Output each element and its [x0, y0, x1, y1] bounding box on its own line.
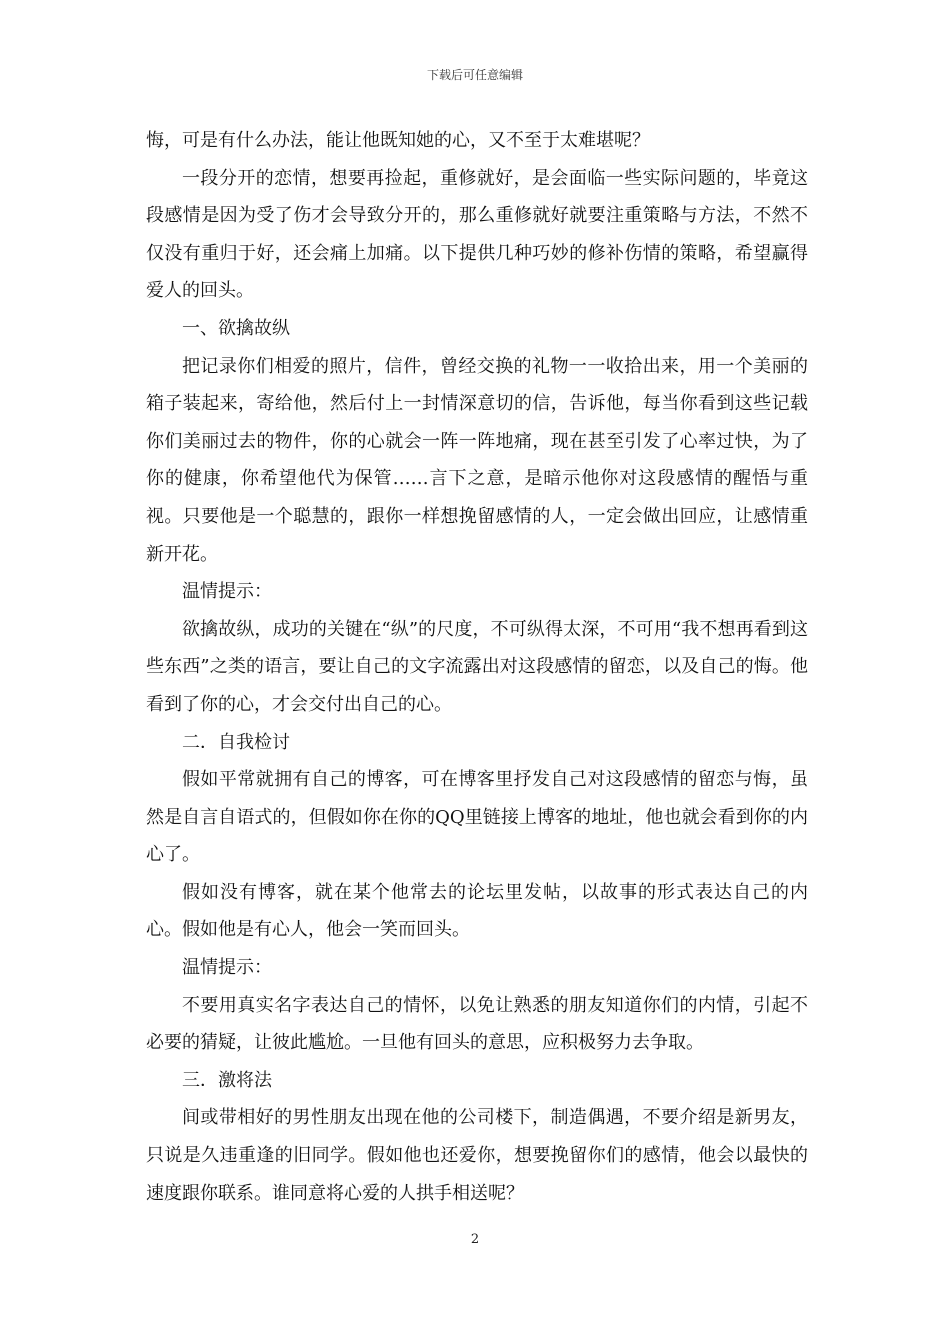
paragraph: 不要用真实名字表达自己的情怀，以免让熟悉的朋友知道你们的内情，引起不必要的猜疑，让彼此尴尬。一旦他有回头的意思，应积极努力去争取。	[146, 994, 808, 1054]
section-heading: 三．激将法	[182, 1069, 272, 1091]
paragraph: 假如没有博客，就在某个他常去的论坛里发帖，以故事的形式表达自己的内心。假如他是有心人，他会一笑而回头。	[146, 881, 808, 941]
paragraph: 把记录你们相爱的照片，信件，曾经交换的礼物一一收拾出来，用一个美丽的箱子装起来，寄给他，然后付上一封情深意切的信，告诉他，每当你看到这些记载你们美丽过去的物件，你的心就会一阵一阵地痛，现在甚至引发了心率过快，为了你的健康，你希望他代为保管……言下之意，是暗示他你对这段感情的醒悟与重视。只要他是一个聪慧的，跟你一样想挽留感情的人，一定会做出回应，让感情重新开花。	[146, 355, 808, 565]
paragraph: 间或带相好的男性朋友出现在他的公司楼下，制造偶遇，不要介绍是新男友，只说是久违重逢的旧同学。假如他也还爱你，想要挽留你们的感情，他会以最快的速度跟你联系。谁同意将心爱的人拱手相送呢？	[146, 1107, 808, 1204]
paragraph: 悔，可是有什么办法，能让他既知她的心，又不至于太难堪呢？	[146, 130, 650, 151]
paragraph: 欲擒故纵，成功的关键在“纵”的尺度，不可纵得太深，不可用“我不想再看到这些东西”之类的语言，要让自己的文字流露出对这段感情的留恋，以及自己的悔。他看到了你的心，才会交付出自己的心。	[146, 618, 808, 715]
tip-heading: 温情提示：	[182, 581, 272, 603]
tip-heading: 温情提示：	[182, 957, 272, 979]
page-number: 2	[470, 1232, 480, 1247]
page-header: 下载后可任意编辑	[426, 68, 523, 82]
paragraph: 假如平常就拥有自己的博客，可在博客里抒发自己对这段感情的留恋与悔，虽然是自言自语式的，但假如你在你的QQ里链接上博客的地址，他也就会看到你的内心了。	[146, 769, 808, 866]
document-body	[146, 122, 808, 1212]
section-heading: 二．自我检讨	[182, 731, 290, 753]
paragraph: 一段分开的恋情，想要再捡起，重修就好，是会面临一些实际问题的，毕竟这段感情是因为受了伤才会导致分开的，那么重修就好就要注重策略与方法，不然不仅没有重归于好，还会痛上加痛。以下提供几种巧妙的修补伤情的策略，希望赢得爱人的回头。	[146, 167, 808, 302]
section-heading: 一、欲擒故纵	[182, 317, 290, 339]
